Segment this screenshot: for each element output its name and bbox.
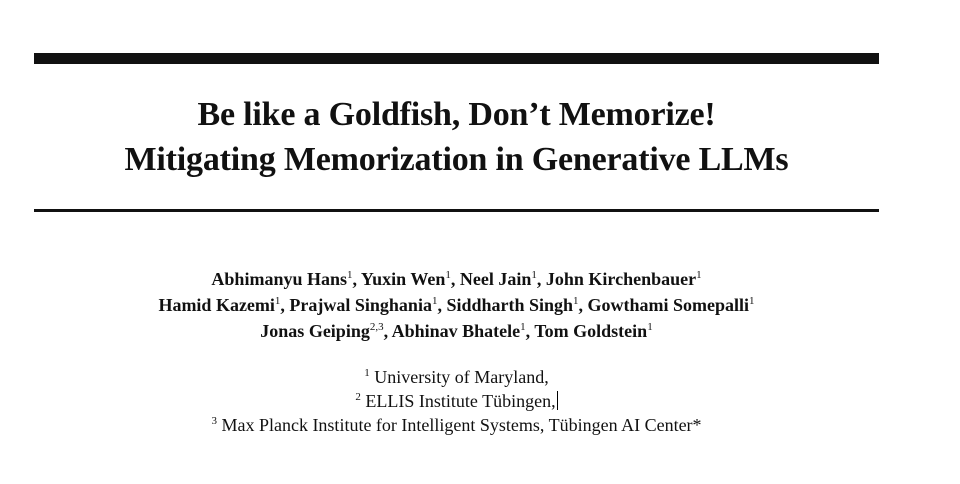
author-affiliation-mark: 1: [749, 295, 755, 307]
affiliation-list: [34, 365, 879, 437]
affiliation-mark: 1: [364, 367, 370, 379]
author-affiliation-mark: 1: [696, 269, 702, 281]
author-separator: ,: [437, 295, 447, 315]
affiliation-line-1: [34, 365, 879, 389]
title-line-1: Be like a Goldfish, Don’t Memorize!: [197, 96, 716, 133]
author-name: Neel Jain: [459, 269, 532, 289]
affiliation-line-2: [34, 389, 879, 413]
author-separator: ,: [280, 295, 290, 315]
author-name: Abhinav Bhatele: [391, 321, 521, 341]
author-name: Jonas Geiping: [260, 321, 370, 341]
author-affiliation-mark: 1: [431, 295, 438, 307]
author-affiliation-mark: 1: [520, 321, 526, 333]
author-name: Yuxin Wen: [360, 269, 446, 289]
author-separator: ,: [450, 269, 460, 289]
author-affiliation-mark: 1: [647, 321, 653, 333]
paper-title: [34, 92, 879, 182]
author-line-2: [34, 292, 879, 318]
affiliation-text: University of Maryland,: [374, 367, 549, 387]
author-name: Gowthami Somepalli: [587, 295, 750, 315]
top-rule: [34, 53, 879, 64]
author-name: Abhimanyu Hans: [211, 269, 347, 289]
author-line-3: [34, 318, 879, 344]
author-name: Tom Goldstein: [534, 321, 648, 341]
affiliation-text: ELLIS Institute Tübingen,: [365, 391, 556, 411]
author-affiliation-mark: 1: [346, 269, 353, 281]
author-name: Prajwal Singhania: [289, 295, 432, 315]
author-affiliation-mark: 2,3: [369, 321, 384, 333]
author-name: Hamid Kazemi: [158, 295, 275, 315]
affiliation-line-3: [34, 413, 879, 437]
author-affiliation-mark: 1: [445, 269, 451, 281]
author-separator: ,: [536, 269, 546, 289]
affiliation-text: Max Planck Institute for Intelligent Systems, Tübingen AI Center*: [221, 415, 702, 435]
author-affiliation-mark: 1: [274, 295, 281, 307]
author-affiliation-mark: 1: [573, 295, 579, 307]
author-separator: ,: [352, 269, 361, 289]
author-name: John Kirchenbauer: [545, 269, 697, 289]
author-name: Siddharth Singh: [446, 295, 574, 315]
author-affiliation-mark: 1: [531, 269, 537, 281]
author-separator: ,: [578, 295, 588, 315]
affiliation-mark: 2: [355, 391, 361, 403]
title-line-2: Mitigating Memorization in Generative LLMs: [124, 141, 789, 178]
author-list: [34, 266, 879, 344]
author-line-1: [34, 266, 879, 292]
affiliation-mark: 3: [211, 415, 217, 427]
author-separator: ,: [525, 321, 535, 341]
bottom-rule: [34, 209, 879, 212]
author-separator: ,: [383, 321, 392, 341]
text-cursor: [557, 391, 558, 410]
